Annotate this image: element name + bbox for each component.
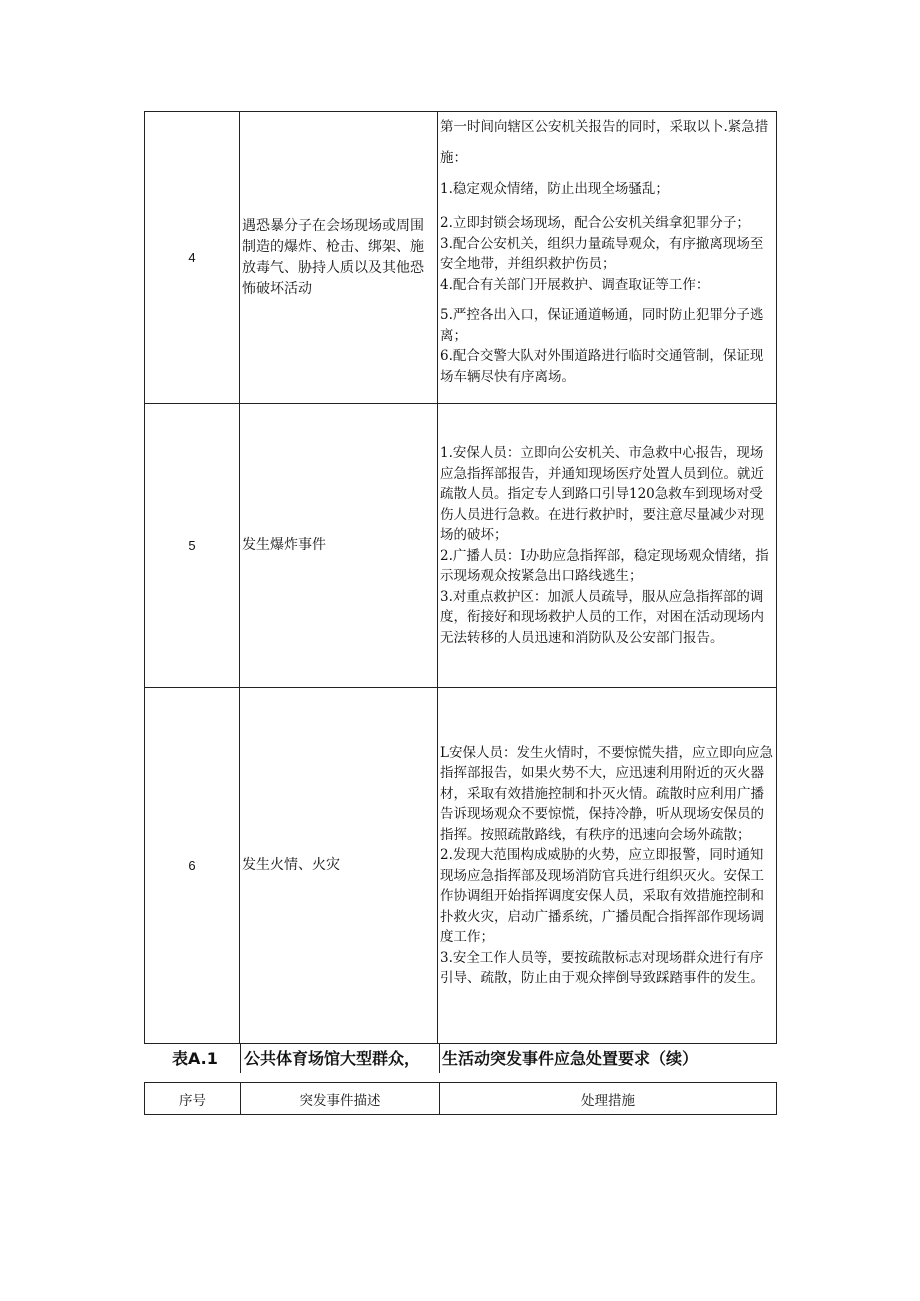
header-serial: 序号: [145, 1083, 241, 1115]
measure-item: 3.配合公安机关，组织力量疏导观众，有序撤离现场至安全地带，并组织救护伤员；: [440, 235, 764, 272]
measure-item: 4.配合有关部门开展救护、调查取证等工作：: [440, 276, 710, 293]
measure-item: 1.安保人员：立即向公安机关、市急救中心报告，现场应急指挥部报告，并通知现场医疗处置人员到位。就近疏散人员。指定专人到路口引导120急救车到现场对受伤人员进行急救。在进行救护时，要注意尽量减少对现场的破坏；: [440, 445, 764, 543]
measures-cell: [438, 688, 777, 1044]
caption-label: 表A.1: [172, 1049, 218, 1068]
event-description: 发生爆炸事件: [240, 404, 438, 688]
table-header: [144, 1082, 777, 1115]
measure-item: 5.严控各出入口，保证通道畅通，同时防止犯罪分子逃离；: [440, 307, 764, 344]
table-row: [145, 112, 777, 404]
emergency-measures-table: [144, 111, 777, 1044]
caption-title-part1: 公共体育场馆大型群众，: [244, 1049, 421, 1068]
row-number: 6: [145, 688, 240, 1044]
measure-item: 2.广播人员：I办助应急指挥部，稳定现场观众情绪，指示现场观众按紧急出口路线逃生；: [440, 547, 769, 584]
table-row: [145, 404, 777, 688]
measure-item: 6.配合交警大队对外围道路进行临时交通管制，保证现场车辆尽快有序离场。: [440, 348, 764, 385]
measures-cell: [438, 404, 777, 688]
header-description: 突发事件描述: [241, 1083, 440, 1115]
measures-cell: [438, 112, 777, 404]
event-description: 遇恐暴分子在会场现场或周围制造的爆炸、枪击、绑架、施放毒气、胁持人质以及其他恐怖破坏活动: [240, 112, 438, 404]
table-caption: [144, 1044, 776, 1072]
event-description: 发生火情、火灾: [240, 688, 438, 1044]
measure-item: 3.对重点救护区：加派人员疏导，服从应急指挥部的调度，衔接好和现场救护人员的工作，对困在活动现场内无法转移的人员迅速和消防队及公安部门报告。: [440, 588, 764, 646]
measure-item: 2.立即封锁会场现场，配合公安机关缉拿犯罪分子；: [440, 215, 750, 231]
header-row: [145, 1083, 777, 1115]
caption-title-part2: 生活动突发事件应急处置要求（续）: [442, 1049, 699, 1068]
measure-item: 第一时间向辖区公安机关报告的同时，采取以卜.紧急措施：: [440, 119, 769, 166]
measure-item: L安保人员：发生火情时，不要惊慌失措，应立即向应急指挥部报告，如果火势不大，应迅速利用附近的灭火器材，采取有效措施控制和扑灭火情。疏散时应利用广播告诉现场观众不要惊慌，保持冷静，听从现场安保员的指挥。按照疏散路线，有秩序的迅速向会场外疏散；: [440, 744, 773, 843]
row-number: 4: [145, 112, 240, 404]
table-row: [145, 688, 777, 1044]
measure-item: 1.稳定观众情绪，防止出现全场骚乱；: [440, 181, 669, 197]
header-measures: 处理措施: [440, 1083, 777, 1115]
measure-item: 2.发现大范围构成威胁的火势，应立即报警，同时通知现场应急指挥部及现场消防官兵进行组织灭火。安保工作协调组开始指挥调度安保人员，采取有效措施控制和扑救火灾，启动广播系统，广播员配合指挥部作现场调度工作；: [440, 847, 764, 945]
row-number: 5: [145, 404, 240, 688]
measure-item: 3.安全工作人员等，要按疏散标志对现场群众进行有序引导、疏散，防止由于观众摔倒导致踩踏事件的发生。: [440, 949, 764, 986]
